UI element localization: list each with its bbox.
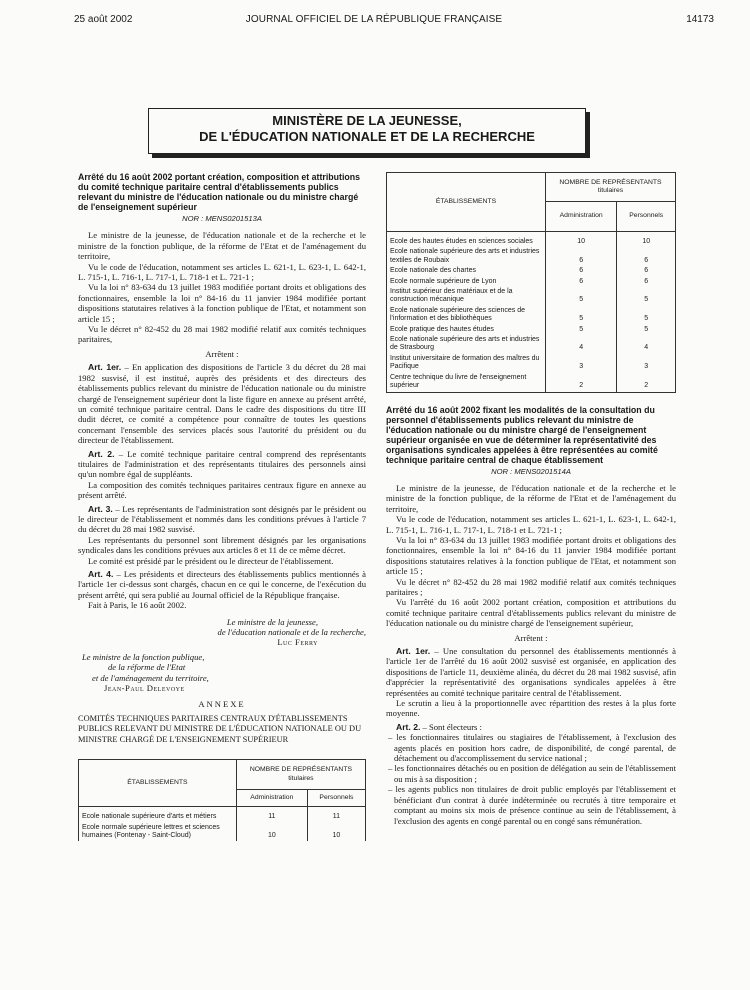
table-cell-pers: 5 bbox=[617, 306, 676, 325]
header-page-number: 14173 bbox=[686, 14, 714, 25]
electors-list bbox=[386, 732, 676, 826]
table-cell-pers: 2 bbox=[617, 373, 676, 392]
annexe-heading: ANNEXE bbox=[198, 699, 246, 710]
article-3-label: Art. 3. bbox=[88, 503, 113, 514]
table-header-pers: Personnels bbox=[307, 789, 365, 806]
table-cell-adm: 6 bbox=[545, 277, 616, 287]
table-header-row bbox=[79, 760, 366, 790]
table-cell-adm: 6 bbox=[545, 247, 616, 266]
table-row bbox=[387, 232, 676, 248]
table-cell-pers: 5 bbox=[617, 287, 676, 306]
table-cell-name: Ecole des hautes études en sciences sociales bbox=[387, 232, 546, 248]
table-cell-pers: 10 bbox=[617, 232, 676, 248]
article-1-label: Art. 1er. bbox=[88, 362, 122, 373]
table-cell-adm: 11 bbox=[236, 807, 307, 823]
table-header-adm: Administration bbox=[545, 202, 616, 232]
table-cell-name: Institut supérieur des matériaux et de la construction mécanique bbox=[387, 287, 546, 306]
table-cell-adm: 5 bbox=[545, 325, 616, 335]
table-cell-name: Ecole nationale supérieure des sciences de l'information et des bibliothèques bbox=[387, 306, 546, 325]
table-row bbox=[387, 247, 676, 266]
arrete-1-article-2b: La composition des comités techniques paritaires centraux figure en annexe au présent arrêté. bbox=[78, 479, 366, 501]
table-row bbox=[79, 823, 366, 842]
table-header-adm: Administration bbox=[236, 789, 307, 806]
arrete-2-nor: NOR : MENS0201514A bbox=[491, 466, 571, 476]
table-row bbox=[387, 354, 676, 373]
arrete-2-title: Arrêté du 16 août 2002 fixant les modalités de la consultation du personnel d'établissements publics relevant du ministre de l'éducation nationale ou du ministre chargé de l'enseignement supérieur organisée en vue de déterminer la représentativité des organisations syndicales appelées à être représentées au comité technique paritaire central de chaque établissement bbox=[386, 404, 658, 465]
table-cell-adm: 10 bbox=[236, 823, 307, 842]
table-cell-pers: 10 bbox=[307, 823, 365, 842]
table-header-etab: ÉTABLISSEMENTS bbox=[79, 760, 237, 807]
table-cell-adm: 4 bbox=[545, 335, 616, 354]
table-cell-pers: 5 bbox=[617, 325, 676, 335]
table-row bbox=[387, 277, 676, 287]
list-item: – les fonctionnaires titulaires ou stagiaires de l'établissement, à l'exclusion des agents placés en position hors cadre, de disponibilité, de congé parental, de détachement ou d'accomplissement du service national ; bbox=[388, 732, 676, 764]
table-cell-name: Ecole normale supérieure lettres et sciences humaines (Fontenay - Saint-Cloud) bbox=[79, 823, 237, 842]
table-cell-name: Ecole pratique des hautes études bbox=[387, 325, 546, 335]
table-cell-name: Ecole nationale supérieure des arts et industries de Strasbourg bbox=[387, 335, 546, 354]
article-3-text: – Les représentants de l'administration sont désignés par le président ou le directeur de l'établissement et nommés dans les conditions prévues à l'article 7 du décret du 28 mai 1982 susvisé. bbox=[78, 503, 366, 535]
arrete-2-visa-1: Vu le code de l'éducation, notamment ses articles L. 621-1, L. 623-1, L. 642-1, L. 715-1, L. 716-1, L. 717-1, L. 718-1 et L. 721-1 ; bbox=[386, 514, 676, 535]
annexe-table-right bbox=[386, 172, 676, 393]
table-cell-name: Ecole nationale supérieure des arts et industries textiles de Roubaix bbox=[387, 247, 546, 266]
signature-1-line-2: de l'éducation nationale et de la recherche, bbox=[217, 627, 366, 638]
table-cell-adm: 3 bbox=[545, 354, 616, 373]
header-journal: JOURNAL OFFICIEL DE LA RÉPUBLIQUE FRANÇAISE bbox=[245, 14, 503, 25]
table-header-tit-label: titulaires bbox=[288, 774, 314, 782]
arrete-2-preamble: Le ministre de la jeunesse, de l'éducation nationale et de la recherche et le ministre de la fonction publique, de la réforme de l'Etat et de l'aménagement du territoire, bbox=[386, 482, 676, 514]
arrete-1-visa-2: Vu la loi n° 83-634 du 13 juillet 1983 modifiée portant droits et obligations des fonctionnaires, ensemble la loi n° 84-16 du 11 janvier 1984 modifiée portant dispositions statutaires relatives à la fonction publique de l'Etat, et notamment son article 15 ; bbox=[78, 282, 366, 324]
table-cell-pers: 6 bbox=[617, 266, 676, 276]
header-date: 25 août 2002 bbox=[74, 14, 133, 25]
table-row bbox=[387, 306, 676, 325]
table-cell-name: Ecole normale supérieure de Lyon bbox=[387, 277, 546, 287]
table-cell-adm: 5 bbox=[545, 306, 616, 325]
arrete-2-article-1b: Le scrutin a lieu à la proportionnelle avec répartition des restes à la plus forte moyenne. bbox=[386, 698, 676, 719]
arrete-2-article-2 bbox=[386, 722, 676, 732]
article-4-text: – Les présidents et directeurs des établissements publics mentionnés à l'article 1er ci-dessus sont chargés, chacun en ce qui le concerne, de l'exécution du présent arrêté, qui sera publié au Journal officiel de la République française. bbox=[78, 569, 366, 600]
arrete-2-visa-4: Vu l'arrêté du 16 août 2002 portant création, composition et attributions du comité technique paritaire central d'établissements publics relevant du ministre de l'éducation nationale ou du ministre chargé de l'enseignement supérieur, bbox=[386, 597, 676, 629]
list-item: – les fonctionnaires détachés ou en position de délégation au sein de l'établissement ou mis à sa disposition ; bbox=[388, 763, 676, 784]
table-cell-pers: 4 bbox=[617, 335, 676, 354]
arrete-2-visa-3: Vu le décret n° 82-452 du 28 mai 1982 modifié relatif aux comités techniques paritaires ; bbox=[386, 576, 676, 597]
signature-2-line-2: de la réforme de l'Etat bbox=[108, 662, 186, 673]
article-1-label: Art. 1er. bbox=[396, 646, 431, 656]
annexe-table-left bbox=[78, 759, 366, 841]
arrete-2-visa-2: Vu la loi n° 83-634 du 13 juillet 1983 modifiée portant droits et obligations des fonctionnaires, ensemble la loi n° 84-16 du 11 janvier 1984 modifiée portant dispositions statutaires relatives à la fonction publique de l'Etat, et notamment son article 15 ; bbox=[386, 534, 676, 577]
arrete-1-article-1 bbox=[78, 362, 366, 445]
arrete-1-fait: Fait à Paris, le 16 août 2002. bbox=[88, 600, 187, 611]
signature-1-name: Luc Ferry bbox=[277, 637, 318, 648]
page-header bbox=[34, 14, 714, 30]
arrete-1-nor: NOR : MENS0201513A bbox=[182, 214, 262, 223]
table-header-pers: Personnels bbox=[617, 202, 676, 232]
annexe-title: COMITÉS TECHNIQUES PARITAIRES CENTRAUX D'ÉTABLISSEMENTS PUBLICS RELEVANT DU MINISTRE DE L'ÉDUCATION NATIONALE OU DU MINISTRE CHARGÉ DE L'ENSEIGNEMENT SUPÉRIEUR bbox=[78, 713, 362, 744]
article-2-text: – Sont électeurs : bbox=[420, 721, 482, 732]
table-header-nb-label: NOMBRE DE REPRÉSENTANTS bbox=[249, 766, 353, 774]
table-cell-name: Ecole nationale des chartes bbox=[387, 266, 546, 276]
article-2-label: Art. 2. bbox=[88, 448, 115, 459]
table-row bbox=[79, 807, 366, 823]
table-header-tit-label: titulaires bbox=[597, 187, 624, 194]
arrete-1-article-3 bbox=[78, 504, 366, 535]
arrete-1-article-3b: Les représentants du personnel sont librement désignés par les organisations syndicales dans les conditions prévues aux articles 8 et 11 de ce même décret. bbox=[78, 534, 366, 556]
arrete-1-visa-3: Vu le décret n° 82-452 du 28 mai 1982 modifié relatif aux comités techniques paritaires, bbox=[78, 324, 366, 345]
arrete-2-arretent: Arrêtent : bbox=[514, 632, 548, 643]
ministry-title-box bbox=[148, 108, 586, 154]
ministry-line-2: DE L'ÉDUCATION NATIONALE ET DE LA RECHERCHE bbox=[199, 129, 535, 144]
table-row bbox=[387, 287, 676, 306]
arrete-1-visa-1: Vu le code de l'éducation, notamment ses articles L. 621-1, L. 623-1, L. 642-1, L. 715-1, L. 716-1, L. 717-1, L. 718-1 et L. 721-1 ; bbox=[78, 261, 366, 283]
table-cell-adm: 2 bbox=[545, 373, 616, 392]
table-row bbox=[387, 266, 676, 276]
table-row bbox=[387, 373, 676, 392]
table-header-nb-label: NOMBRE DE REPRÉSENTANTS bbox=[559, 178, 662, 186]
table-row bbox=[387, 325, 676, 335]
table-header-nb bbox=[545, 173, 675, 202]
arrete-2-article-1 bbox=[386, 646, 676, 698]
table-cell-pers: 3 bbox=[617, 354, 676, 373]
signature-2-name: Jean-Paul Delevoye bbox=[104, 683, 185, 694]
arrete-1-article-3c: Le comité est présidé par le président ou le directeur de l'établissement. bbox=[88, 555, 334, 566]
arrete-1-arretent: Arrêtent : bbox=[205, 348, 239, 359]
table-header-nb bbox=[236, 760, 365, 790]
table-header-row bbox=[387, 173, 676, 202]
table-cell-pers: 11 bbox=[307, 807, 365, 823]
left-column bbox=[78, 172, 366, 841]
table-cell-adm: 5 bbox=[545, 287, 616, 306]
article-2-label: Art. 2. bbox=[396, 721, 421, 732]
signature-1-line-1: Le ministre de la jeunesse, bbox=[226, 616, 318, 627]
arrete-1-preamble: Le ministre de la jeunesse, de l'éducation nationale et de la recherche et le ministre de la fonction publique, de la réforme de l'Etat et de l'aménagement du territoire, bbox=[78, 230, 366, 262]
signature-2-line-3: et de l'aménagement du territoire, bbox=[92, 672, 209, 683]
table-header-etab: ÉTABLISSEMENTS bbox=[387, 173, 546, 232]
table-cell-adm: 6 bbox=[545, 266, 616, 276]
table-cell-name: Ecole nationale supérieure d'arts et métiers bbox=[79, 807, 237, 823]
table-cell-pers: 6 bbox=[617, 277, 676, 287]
signature-2-line-1: Le ministre de la fonction publique, bbox=[82, 651, 205, 662]
arrete-1-article-4 bbox=[78, 569, 366, 600]
table-cell-pers: 6 bbox=[617, 247, 676, 266]
arrete-1-title: Arrêté du 16 août 2002 portant création, composition et attributions du comité technique paritaire central d'établissements publics relevant du ministre de l'éducation nationale ou du ministre chargé de l'enseignement supérieur bbox=[78, 172, 361, 212]
arrete-1-article-2 bbox=[78, 449, 366, 480]
table-cell-adm: 10 bbox=[545, 232, 616, 248]
table-cell-name: Institut universitaire de formation des maîtres du Pacifique bbox=[387, 354, 546, 373]
article-1-text: – Une consultation du personnel des établissements mentionnés à l'article 1er de l'arrêté du 16 août 2002 susvisé est organisée, en application des dispositions de l'article 11, deuxième alinéa, du décret du 28 mai 1982 susvisé, afin d'apprécier la représentativité des organisations syndicales appelées à être représentées au comité technique paritaire central de l'établissement. bbox=[386, 646, 676, 698]
right-column bbox=[386, 172, 676, 826]
list-item: – les agents publics non titulaires de droit public employés par l'établissement et bénéficiant d'un contrat à durée indéterminée ou recrutés à titre temporaire et comptant au moins six mois de présence continue au sein de l'établissement, à l'exclusion des agents en congé parental ou en congé sans rémunération. bbox=[388, 784, 676, 826]
article-2-text: – Le comité technique paritaire central comprend des représentants titulaires de l'administration et des représentants titulaires des personnels ainsi qu'un nombre égal de suppléants. bbox=[78, 448, 366, 480]
table-row bbox=[387, 335, 676, 354]
article-4-label: Art. 4. bbox=[88, 569, 114, 579]
table-cell-name: Centre technique du livre de l'enseignement supérieur bbox=[387, 373, 546, 392]
ministry-line-1: MINISTÈRE DE LA JEUNESSE, bbox=[272, 113, 462, 128]
article-1-text: – En application des dispositions de l'article 3 du décret du 28 mai 1982 susvisé, il est institué, auprès des présidents et des directeurs des établissements publics relevant du ministre de l'éducation nationale ou du ministre chargé de l'enseignement supérieur dont la liste figure en annexe au présent arrêté, un comité technique paritaire central. Dans le cadre des dispositions du titre III dudit décret, ce comité a compétence pour connaître de toutes les questions concernant l'ensemble des services placés sous l'autorité du président ou du directeur de l'établissement. bbox=[78, 362, 366, 446]
